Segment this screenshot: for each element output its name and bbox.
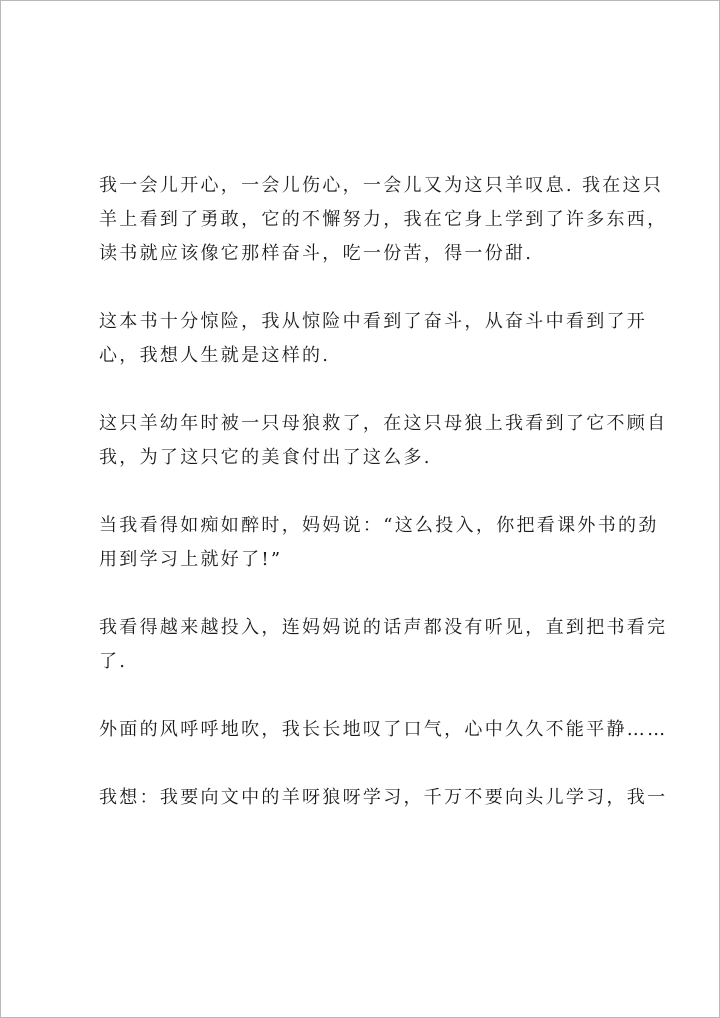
paragraph-line: 心，我想人生就是这样的. <box>99 345 331 366</box>
paragraph-line: 这本书十分惊险，我从惊险中看到了奋斗，从奋斗中看到了开 <box>99 311 648 332</box>
paragraph-line: 读书就应该像它那样奋斗，吃一份苦，得一份甜. <box>99 243 534 264</box>
paragraph-line: 我看得越来越投入，连妈妈说的话声都没有听见，直到把书看完 <box>99 617 668 638</box>
paragraph-line: 这只羊幼年时被一只母狼救了，在这只母狼上我看到了它不顾自 <box>99 413 668 434</box>
paragraph-line: 我想：我要向文中的羊呀狼呀学习，千万不要向头儿学习，我一 <box>99 787 668 808</box>
paragraph-line: 外面的风呼呼地吹，我长长地叹了口气，心中久久不能平静…… <box>99 719 668 740</box>
paragraph-line: 我，为了这只它的美食付出了这么多. <box>99 447 432 468</box>
paragraph-7 <box>99 781 668 815</box>
paragraph-6 <box>99 713 668 747</box>
paragraph-line: 当我看得如痴如醉时，妈妈说：“这么投入，你把看课外书的劲 <box>99 515 659 536</box>
paragraph-3 <box>99 407 668 475</box>
paragraph-2 <box>99 305 648 373</box>
paragraph-5 <box>99 611 668 679</box>
paragraph-1 <box>99 169 668 271</box>
paragraph-line: 了. <box>99 651 128 672</box>
paragraph-line: 羊上看到了勇敢，它的不懈努力，我在它身上学到了许多东西， <box>99 209 668 230</box>
document-body <box>99 169 668 849</box>
paragraph-4 <box>99 509 659 577</box>
paragraph-line: 用到学习上就好了!” <box>99 549 283 570</box>
paragraph-line: 我一会儿开心，一会儿伤心，一会儿又为这只羊叹息. 我在这只 <box>99 175 664 196</box>
